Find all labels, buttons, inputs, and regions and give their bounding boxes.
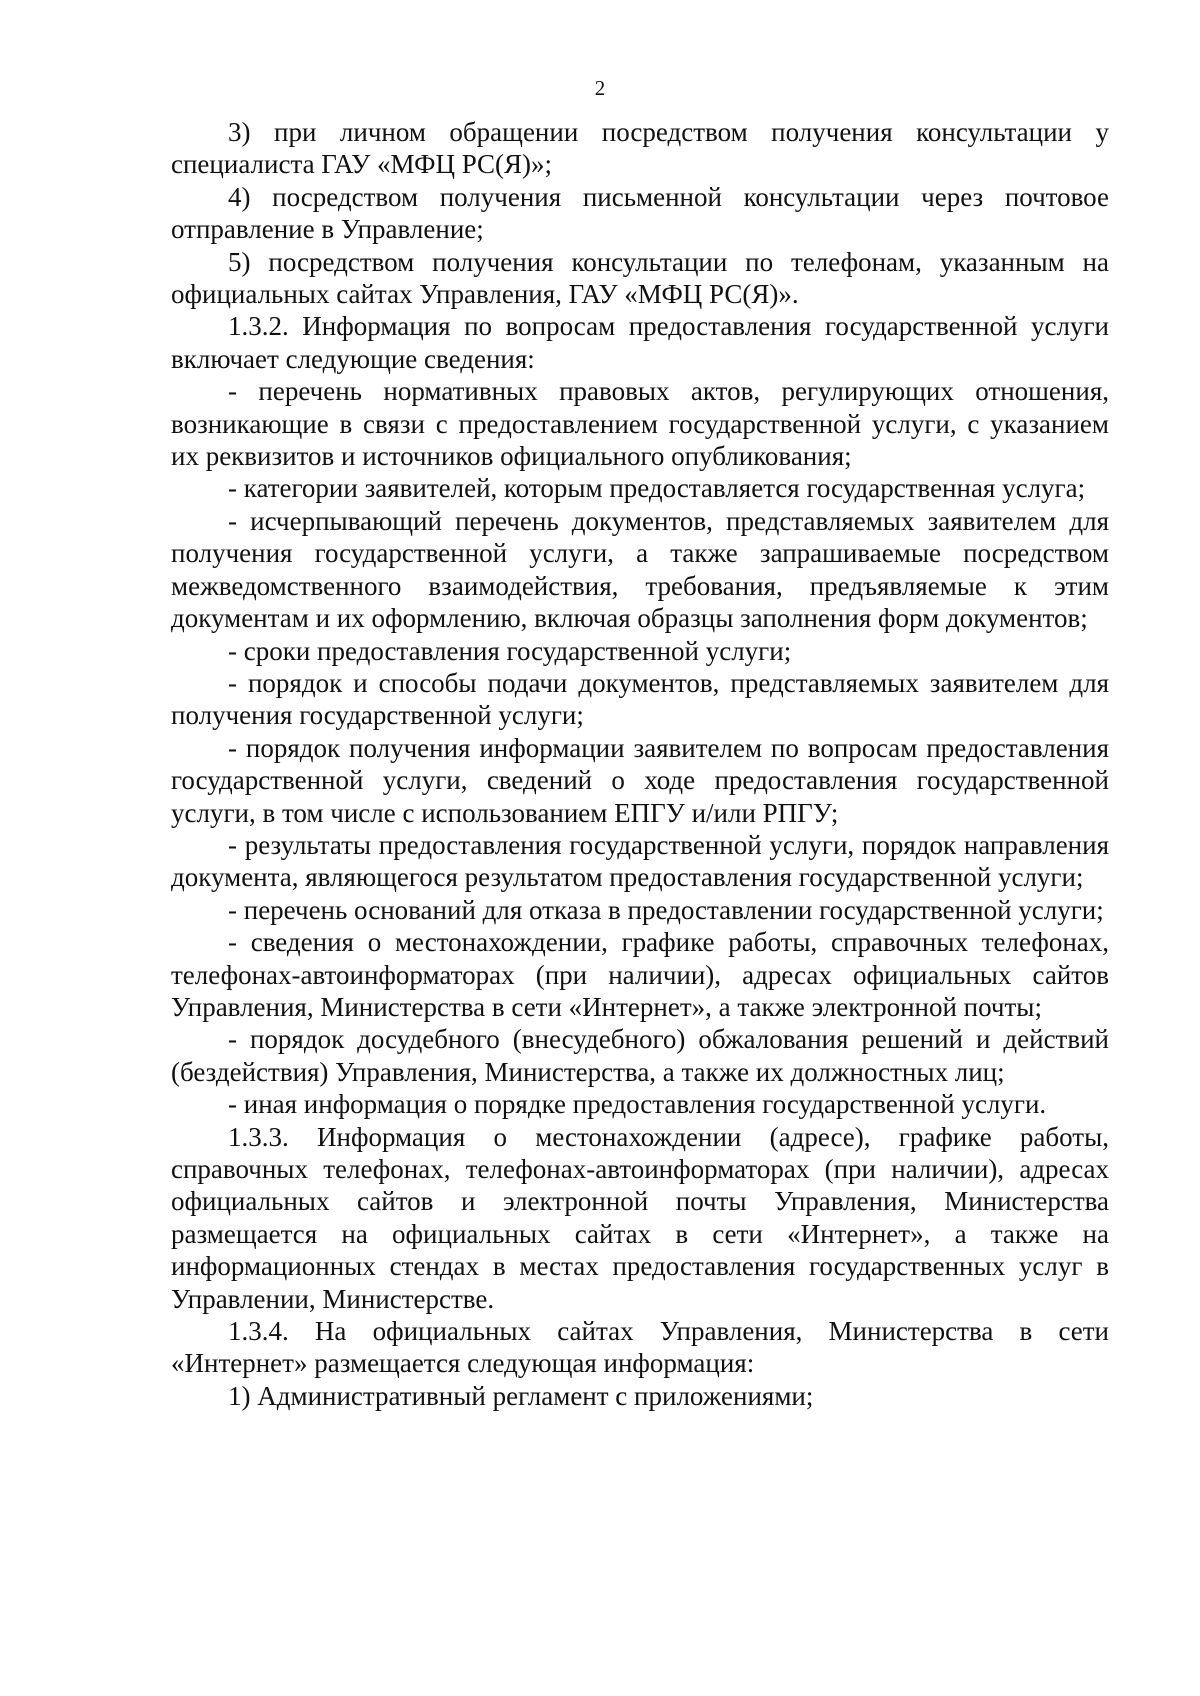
document-body — [171, 116, 1109, 1412]
paragraph-item-1: 1) Административный регламент с приложениями; — [228, 1380, 814, 1411]
list-item: - сведения о местонахождении, графике работы, справочных телефонах, телефонах-автоинформаторах (при наличии), адресах официальных сайтов Управления, Министерства в сети «Интернет», а также электронной почты; — [171, 927, 1109, 1022]
section-1-3-2: 1.3.2. Информация по вопросам предоставления государственной услуги включает следующие сведения: — [171, 311, 1109, 374]
list-item: - перечень оснований для отказа в предоставлении государственной услуги; — [228, 894, 1104, 925]
list-item: - сроки предоставления государственной услуги; — [228, 635, 792, 666]
list-item: - иная информация о порядке предоставления государственной услуги. — [228, 1089, 1047, 1120]
page-number: 2 — [594, 76, 606, 100]
paragraph-item-4: 4) посредством получения письменной консультации через почтовое отправление в Управление; — [171, 181, 1109, 245]
list-item: - порядок получения информации заявителем по вопросам предоставления государственной услуги, сведений о ходе предоставления государственной услуги, в том числе с использованием ЕПГУ и/или РПГУ; — [171, 732, 1109, 828]
list-item: - исчерпывающий перечень документов, представляемых заявителем для получения государственной услуги, а также запрашиваемые посредством межведомственного взаимодействия, требования, предъявляемые к этим документам и их оформлению, включая образцы заполнения форм документов; — [171, 505, 1109, 634]
list-item: - категории заявителей, которым предоставляется государственная услуга; — [228, 473, 1086, 504]
list-item: - порядок досудебного (внесудебного) обжалования решений и действий (бездействия) Управления, Министерства, а также их должностных лиц; — [171, 1024, 1109, 1087]
list-item: - результаты предоставления государственной услуги, порядок направления документа, являющегося результатом предоставления государственной услуги; — [171, 829, 1109, 893]
list-item: - перечень нормативных правовых актов, регулирующих отношения, возникающие в связи с предоставлением государственной услуги, с указанием их реквизитов и источников официального опубликования; — [171, 376, 1109, 472]
paragraph-item-3: 3) при личном обращении посредством получения консультации у специалиста ГАУ «МФЦ РС(Я)»; — [171, 117, 1109, 180]
paragraph-item-5: 5) посредством получения консультации по телефонам, указанным на официальных сайтах Управления, ГАУ «МФЦ РС(Я)». — [171, 246, 1109, 310]
list-item: - порядок и способы подачи документов, представляемых заявителем для получения государственной услуги; — [171, 667, 1109, 731]
section-1-3-3: 1.3.3. Информация о местонахождении (адресе), графике работы, справочных телефонах, телефонах-автоинформаторах (при наличии), адресах официальных сайтов и электронной почты Управления, Министерства размещается на официальных сайтах в сети «Интернет», а также на информационных стендах в местах предоставления государственных услуг в Управлении, Министерстве. — [171, 1121, 1109, 1314]
section-1-3-4: 1.3.4. На официальных сайтах Управления, Министерства в сети «Интернет» размещается следующая информация: — [171, 1316, 1109, 1379]
